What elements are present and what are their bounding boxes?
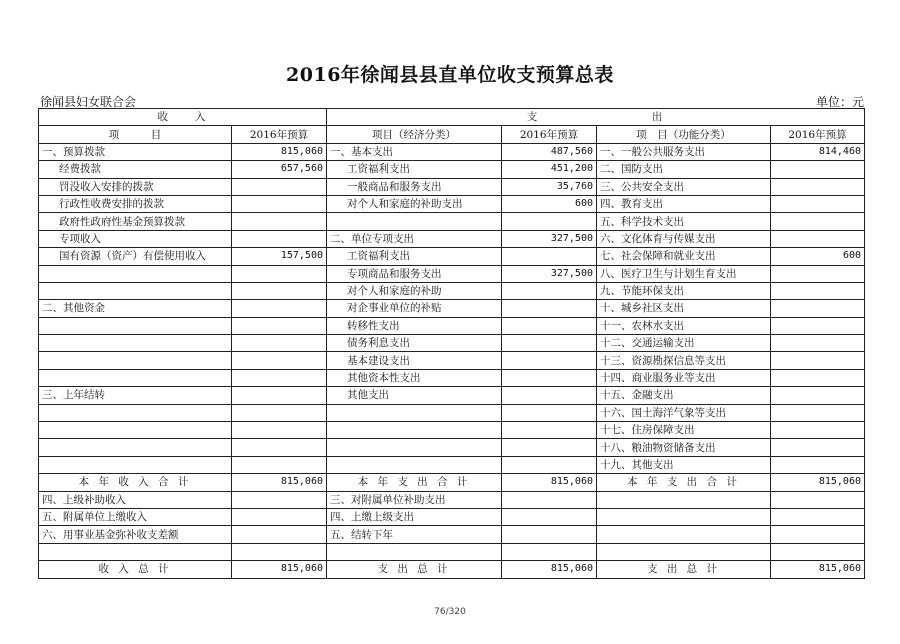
year-income-total-label: 本 年 收 入 合 计 [39,474,232,491]
func-value-cell [771,230,865,247]
grand-income-total-value: 815,060 [232,561,327,578]
func-value-cell [771,335,865,352]
year-func-total-label: 本 年 支 出 合 计 [597,474,771,491]
econ-item-cell: 对企事业单位的补贴 [327,300,502,317]
func-value-cell [771,369,865,386]
table-row [39,404,865,421]
grand-total-row [39,561,865,578]
income-group-header: 收 入 [39,109,327,126]
econ-item-cell [327,213,502,230]
grand-func-total-value: 815,060 [771,561,865,578]
func-value-cell: 600 [771,248,865,265]
econ-value-cell [502,543,597,560]
table-row [39,543,865,560]
income-value-cell [232,543,327,560]
func-value-cell: 814,460 [771,143,865,160]
table-row [39,456,865,473]
func-value-cell [771,404,865,421]
econ-item-cell: 一、基本支出 [327,143,502,160]
func-value-cell [771,282,865,299]
econ-item-cell [327,543,502,560]
func-value-cell [771,422,865,439]
grand-income-total-label: 收 入 总 计 [39,561,232,578]
econ-item-cell: 二、单位专项支出 [327,230,502,247]
econ-item-header: 项目（经济分类） [327,126,502,143]
income-item-cell: 经费拨款 [39,161,232,178]
unit-label: 单位：元 [815,95,864,109]
income-value-cell: 815,060 [232,143,327,160]
econ-value-cell [502,335,597,352]
econ-item-cell: 基本建设支出 [327,352,502,369]
econ-item-cell [327,422,502,439]
income-value-cell [232,265,327,282]
income-value-cell: 657,560 [232,161,327,178]
grand-econ-total-value: 815,060 [502,561,597,578]
econ-item-cell: 对个人和家庭的补助支出 [327,195,502,212]
func-item-cell: 十七、住房保障支出 [597,422,771,439]
econ-value-cell: 487,560 [502,143,597,160]
income-item-cell [39,317,232,334]
income-item-cell [39,265,232,282]
econ-value-cell [502,282,597,299]
table-row [39,282,865,299]
table-row [39,143,865,160]
table-row [39,213,865,230]
func-value-cell [771,456,865,473]
income-item-cell [39,404,232,421]
income-value-cell [232,439,327,456]
income-item-cell: 行政性收费安排的拨款 [39,195,232,212]
econ-value-cell: 600 [502,195,597,212]
econ-item-cell: 四、上缴上级支出 [327,508,502,525]
table-row [39,422,865,439]
table-row [39,230,865,247]
func-value-cell [771,491,865,508]
func-value-cell [771,387,865,404]
func-item-cell: 十一、农林水支出 [597,317,771,334]
func-item-cell: 四、教育支出 [597,195,771,212]
income-item-cell [39,456,232,473]
table-row [39,195,865,212]
func-value-cell [771,178,865,195]
year-total-row [39,474,865,491]
econ-item-cell: 其他支出 [327,387,502,404]
econ-item-cell [327,404,502,421]
table-row [39,335,865,352]
income-item-cell: 政府性政府性基金预算拨款 [39,213,232,230]
econ-item-cell: 工资福利支出 [327,161,502,178]
econ-value-cell [502,317,597,334]
income-value-cell [232,282,327,299]
econ-item-cell [327,439,502,456]
func-value-cell [771,161,865,178]
income-value-cell [232,335,327,352]
func-item-cell: 十二、交通运输支出 [597,335,771,352]
econ-value-cell [502,508,597,525]
table-row [39,439,865,456]
table-row [39,491,865,508]
econ-item-cell: 转移性支出 [327,317,502,334]
income-item-cell: 二、其他资金 [39,300,232,317]
table-row [39,248,865,265]
group-header-row [39,109,865,126]
econ-value-cell [502,422,597,439]
econ-item-cell: 五、结转下年 [327,526,502,543]
func-value-cell [771,526,865,543]
func-item-cell [597,543,771,560]
year-econ-total-label: 本 年 支 出 合 计 [327,474,502,491]
income-item-cell: 专项收入 [39,230,232,247]
income-value-cell [232,317,327,334]
income-value-cell [232,300,327,317]
table-row [39,526,865,543]
page-number: 76/320 [434,607,466,617]
grand-func-total-label: 支 出 总 计 [597,561,771,578]
econ-value-cell: 451,200 [502,161,597,178]
func-value-cell [771,195,865,212]
table-row [39,265,865,282]
income-item-cell [39,335,232,352]
func-item-cell: 三、公共安全支出 [597,178,771,195]
econ-value-cell [502,404,597,421]
income-item-header: 项 目 [39,126,232,143]
econ-item-cell: 债务利息支出 [327,335,502,352]
grand-econ-total-label: 支 出 总 计 [327,561,502,578]
econ-item-cell: 专项商品和服务支出 [327,265,502,282]
econ-value-cell [502,456,597,473]
expense-group-header: 支 出 [327,109,865,126]
table-row [39,161,865,178]
func-value-cell [771,352,865,369]
income-item-cell [39,352,232,369]
func-item-cell: 六、文化体育与传媒支出 [597,230,771,247]
econ-item-cell: 其他资本性支出 [327,369,502,386]
econ-item-cell: 工资福利支出 [327,248,502,265]
income-value-cell [232,178,327,195]
econ-value-cell: 35,760 [502,178,597,195]
econ-value-cell [502,387,597,404]
func-item-cell [597,491,771,508]
income-value-cell [232,195,327,212]
func-value-cell [771,439,865,456]
func-item-cell: 八、医疗卫生与计划生育支出 [597,265,771,282]
table-row [39,369,865,386]
year-income-total-value: 815,060 [232,474,327,491]
income-value-cell [232,387,327,404]
func-item-cell [597,526,771,543]
func-value-cell [771,317,865,334]
year-func-total-value: 815,060 [771,474,865,491]
func-item-cell: 十、城乡社区支出 [597,300,771,317]
income-value-cell: 157,500 [232,248,327,265]
income-value-cell [232,369,327,386]
econ-value-cell: 327,500 [502,265,597,282]
econ-value-cell [502,300,597,317]
func-item-cell: 七、社会保障和就业支出 [597,248,771,265]
func-item-cell: 二、国防支出 [597,161,771,178]
func-item-cell: 五、科学技术支出 [597,213,771,230]
econ-item-cell [327,456,502,473]
income-item-cell: 罚没收入安排的拨款 [39,178,232,195]
econ-budget-header: 2016年预算 [502,126,597,143]
income-item-cell: 六、用事业基金弥补收支差额 [39,526,232,543]
table-row [39,508,865,525]
income-value-cell [232,456,327,473]
func-item-cell: 十三、资源勘探信息等支出 [597,352,771,369]
income-budget-header: 2016年预算 [232,126,327,143]
func-budget-header: 2016年预算 [771,126,865,143]
income-value-cell [232,526,327,543]
income-value-cell [232,422,327,439]
income-value-cell [232,230,327,247]
table-row [39,317,865,334]
func-item-cell [597,508,771,525]
year-econ-total-value: 815,060 [502,474,597,491]
income-value-cell [232,491,327,508]
table-row [39,387,865,404]
column-header-row [39,126,865,143]
income-item-cell [39,282,232,299]
econ-value-cell [502,369,597,386]
income-item-cell: 五、附属单位上缴收入 [39,508,232,525]
econ-value-cell [502,439,597,456]
econ-value-cell [502,491,597,508]
income-item-cell [39,369,232,386]
income-item-cell: 国有资源（资产）有偿使用收入 [39,248,232,265]
func-value-cell [771,265,865,282]
table-row [39,178,865,195]
econ-value-cell: 327,500 [502,230,597,247]
func-value-cell [771,543,865,560]
budget-table [38,108,865,579]
func-value-cell [771,213,865,230]
unit-name: 徐闻县妇女联合会 [40,95,137,109]
income-item-cell [39,543,232,560]
econ-value-cell [502,248,597,265]
income-item-cell [39,422,232,439]
income-item-cell: 三、上年结转 [39,387,232,404]
func-item-cell: 十六、国土海洋气象等支出 [597,404,771,421]
func-value-cell [771,508,865,525]
income-item-cell [39,439,232,456]
func-item-cell: 十四、商业服务业等支出 [597,369,771,386]
func-item-cell: 一、一般公共服务支出 [597,143,771,160]
income-value-cell [232,352,327,369]
page-title: 2016年徐闻县县直单位收支预算总表 [286,64,614,86]
func-item-cell: 十九、其他支出 [597,456,771,473]
func-item-cell: 十五、金融支出 [597,387,771,404]
func-value-cell [771,300,865,317]
income-item-cell: 一、预算拨款 [39,143,232,160]
econ-item-cell: 一般商品和服务支出 [327,178,502,195]
econ-value-cell [502,352,597,369]
econ-item-cell: 三、对附属单位补助支出 [327,491,502,508]
econ-value-cell [502,213,597,230]
income-value-cell [232,508,327,525]
econ-item-cell: 对个人和家庭的补助 [327,282,502,299]
income-value-cell [232,404,327,421]
income-value-cell [232,213,327,230]
func-item-cell: 十八、粮油物资储备支出 [597,439,771,456]
income-item-cell: 四、上级补助收入 [39,491,232,508]
econ-value-cell [502,526,597,543]
func-item-cell: 九、节能环保支出 [597,282,771,299]
table-row [39,300,865,317]
func-item-header: 项 目（功能分类） [597,126,771,143]
table-row [39,352,865,369]
